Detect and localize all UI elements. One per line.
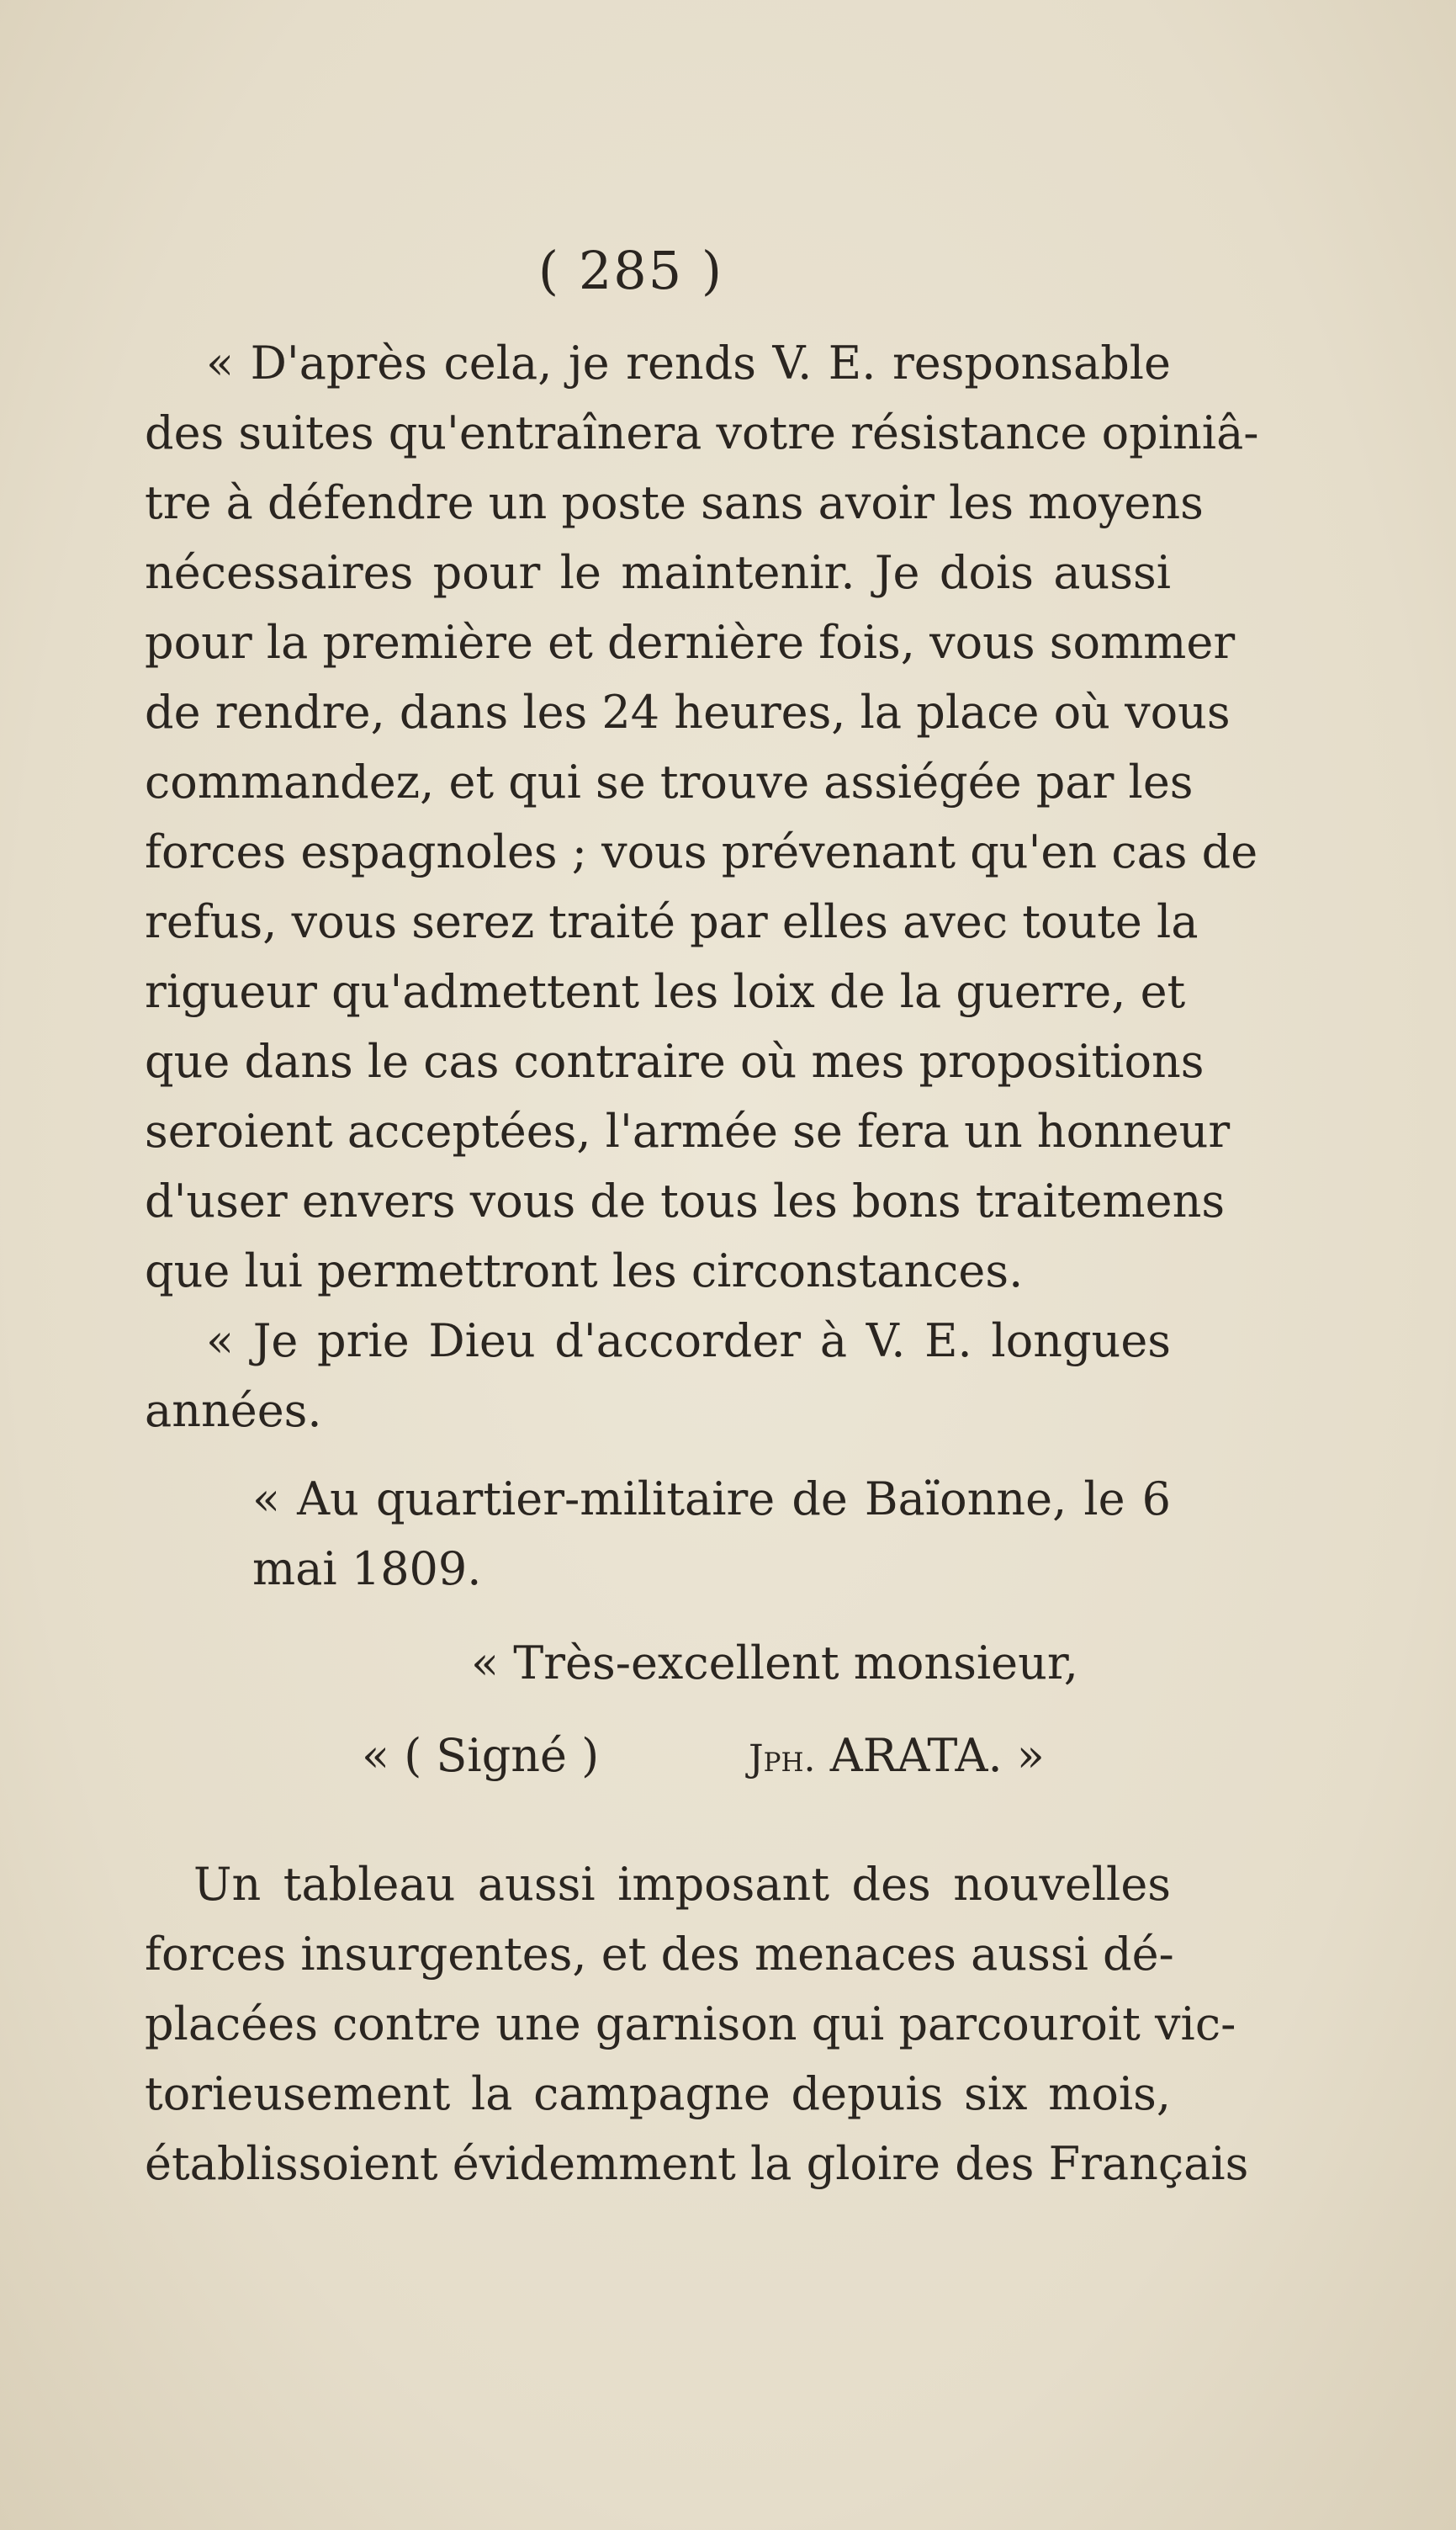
text-line: tre à défendre un poste sans avoir les moyens [145,476,1204,529]
signer-name: ARATA. » [829,1729,1045,1782]
text-line: établissoient évidemment la gloire des Français [145,2137,1249,2190]
text-line: mai 1809. [252,1542,482,1595]
signed-label: « ( Signé ) [362,1729,600,1782]
text-line: que dans le cas contraire où mes propositions [145,1035,1205,1088]
text-line: des suites qu'entraînera votre résistance opiniâ- [145,406,1259,459]
text-line: pour la première et dernière fois, vous sommer [145,616,1236,669]
text-line: forces insurgentes, et des menaces aussi dé- [145,1928,1174,1981]
text-line: commandez, et qui se trouve assiégée par les [145,756,1194,809]
text-line: de rendre, dans les 24 heures, la place où vous [145,686,1231,739]
text-line: d'user envers vous de tous les bons traitemens [145,1175,1226,1228]
signature [749,1729,1045,1782]
text-line: « D'après cela, je rends V. E. responsable [206,337,1171,390]
text-line: « Je prie Dieu d'accorder à V. E. longues [206,1314,1171,1367]
text-line: refus, vous serez traité par elles avec toute la [145,895,1199,948]
text-line: seroient acceptées, l'armée se fera un honneur [145,1105,1231,1158]
page-number: ( 285 ) [537,240,724,301]
text-line: forces espagnoles ; vous prévenant qu'en cas de [145,825,1258,878]
text-line: « Au quartier-militaire de Baïonne, le 6 [252,1472,1171,1525]
text-line: torieusement la campagne depuis six mois, [145,2067,1171,2120]
salutation: « Très-excellent monsieur, [471,1636,1078,1689]
signer-prefix: Jph. [749,1737,816,1780]
text-line: rigueur qu'admettent les loix de la guerre, et [145,965,1186,1018]
text-line: années. [145,1384,322,1437]
text-line: Un tableau aussi imposant des nouvelles [193,1858,1171,1911]
text-line: nécessaires pour le maintenir. Je dois aussi [145,546,1171,599]
text-line: que lui permettront les circonstances. [145,1244,1024,1297]
text-line: placées contre une garnison qui parcouroit vic- [145,1997,1236,2050]
